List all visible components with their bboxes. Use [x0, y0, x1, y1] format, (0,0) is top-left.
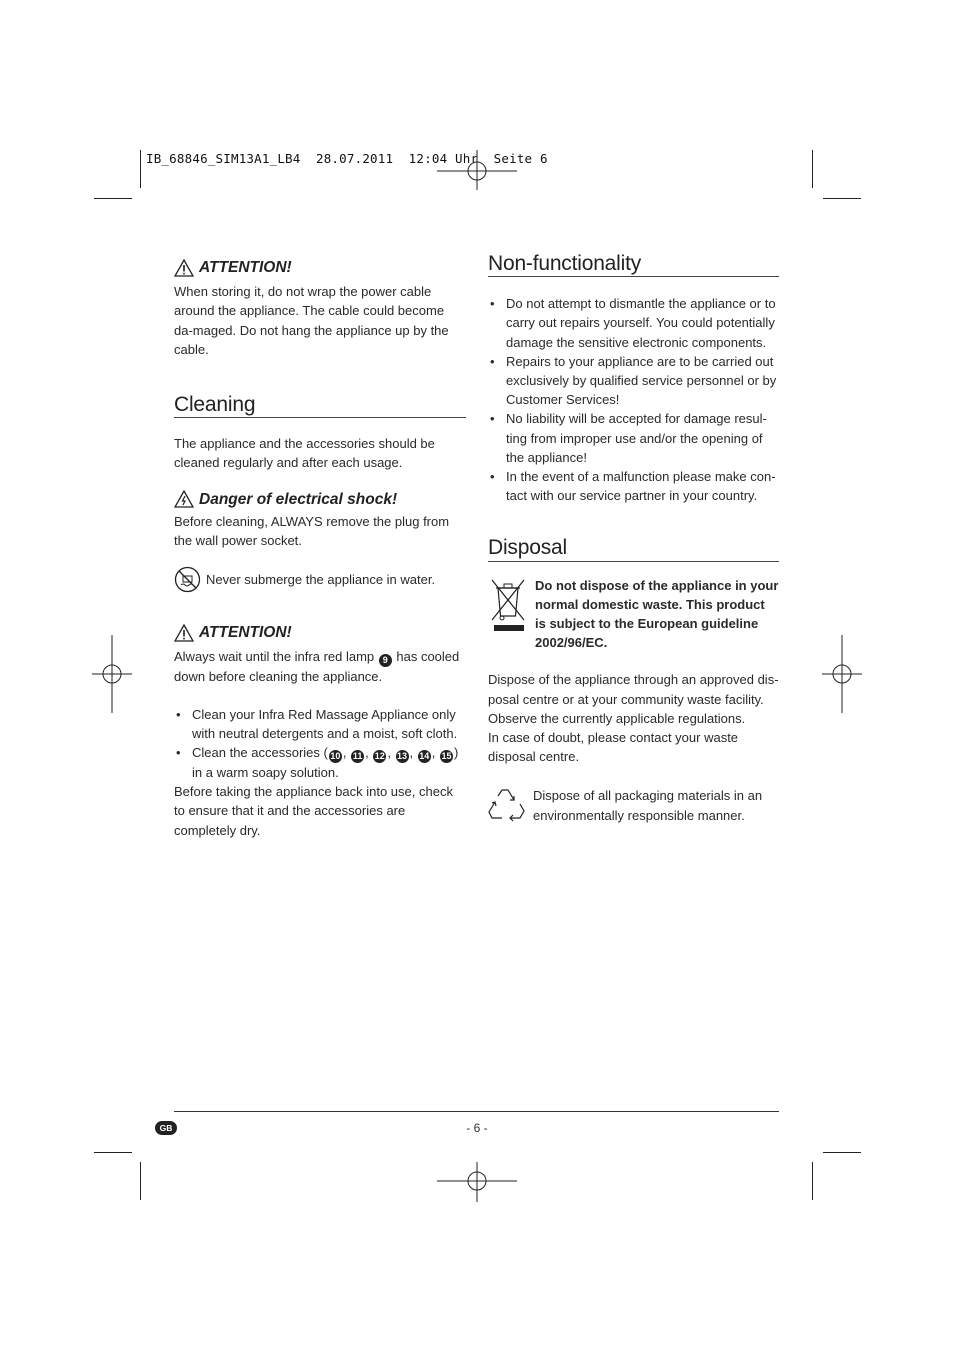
lamp-number-badge: 9	[379, 654, 392, 667]
recycle-icon	[488, 786, 528, 824]
accessory-number-badge: 15	[441, 751, 452, 762]
no-water-icon	[174, 566, 201, 593]
electric-warning-icon	[174, 490, 194, 508]
cleaning-intro: The appliance and the accessories should be cleaned regularly and after each usage.	[174, 436, 435, 471]
submerge-text: Never submerge the appliance in water.	[206, 572, 436, 588]
list-item: • No liability will be accepted for damage resul-ting from improper use and/or the opening of the appliance!	[488, 409, 779, 467]
accessory-number-badge: 13	[397, 751, 408, 762]
accessory-number-badge: 11	[352, 751, 363, 762]
page-number: - 6 -	[466, 1121, 488, 1135]
attention2-title: ATTENTION!	[199, 624, 292, 642]
right-column	[488, 254, 779, 825]
packaging-text: Dispose of all packaging materials in an environmentally responsible manner.	[533, 788, 763, 823]
attention2-text: Always wait until the infra red lamp 9 has cooled down before cleaning the appliance.	[174, 649, 460, 685]
disposal-heading: Disposal	[488, 538, 779, 561]
warning-icon	[174, 624, 194, 642]
submerge-note	[174, 566, 466, 593]
country-badge: GB	[155, 1121, 177, 1135]
attention-text: When storing it, do not wrap the power cable around the appliance. The cable could become da-maged. Do not hang the appliance up by the cable.	[174, 284, 449, 357]
accessory-number-badge: 14	[419, 751, 430, 762]
accessory-number-badge: 12	[374, 751, 385, 762]
attention-title: ATTENTION!	[199, 259, 292, 276]
list-item: • Clean your Infra Red Massage Appliance only with neutral detergents and a moist, soft cloth.	[174, 705, 466, 743]
nonfunctionality-heading: Non-functionality	[488, 254, 779, 277]
cleaning-heading: Cleaning	[174, 395, 466, 418]
list-item: • Clean the accessories ( 10 , 11 , 12 , 13 , 14 , 15 ) in a warm soapy solution.	[174, 743, 466, 782]
registration-mark-right-icon	[822, 635, 862, 713]
left-column	[174, 258, 466, 840]
accessory-number-badge: 10	[330, 751, 341, 762]
print-slug: IB_68846_SIM13A1_LB4 28.07.2011 12:04 Uhr Seite 6	[146, 151, 548, 166]
weee-note	[488, 576, 779, 653]
warning-icon	[174, 259, 194, 277]
disposal-para1: Dispose of the appliance through an approved dis-posal centre or at your community waste facility. Observe the currently applicable regulations.	[488, 672, 779, 726]
disposal-para2: In case of doubt, please contact your waste disposal centre.	[488, 730, 739, 765]
nonfunctionality-bullets	[488, 294, 779, 505]
list-item: • Do not attempt to dismantle the appliance or to carry out repairs yourself. You could potentially damage the sensitive electronic components.	[488, 294, 779, 352]
registration-mark-left-icon	[92, 635, 132, 713]
weee-text: Do not dispose of the appliance in your normal domestic waste. This product is subject to the European guideline 2002/96/EC.	[535, 577, 779, 651]
list-item: • In the event of a malfunction please make con-tact with our service partner in your country.	[488, 467, 779, 505]
footer-rule	[174, 1111, 779, 1112]
list-item: • Repairs to your appliance are to be carried out exclusively by qualified service personnel or by Customer Services!	[488, 352, 779, 410]
attention2-heading	[174, 623, 466, 642]
danger-heading	[174, 490, 466, 509]
closing-text: Before taking the appliance back into use, check to ensure that it and the accessories are completely dry.	[174, 784, 453, 838]
attention-heading	[174, 258, 466, 277]
danger-text: Before cleaning, ALWAYS remove the plug from the wall power socket.	[174, 513, 450, 549]
crossed-bin-icon	[488, 576, 528, 632]
cleaning-bullets	[174, 705, 466, 783]
packaging-note	[488, 786, 779, 824]
registration-mark-top-icon	[437, 150, 517, 190]
registration-mark-bottom-icon	[437, 1162, 517, 1202]
danger-title: Danger of electrical shock!	[199, 490, 398, 508]
